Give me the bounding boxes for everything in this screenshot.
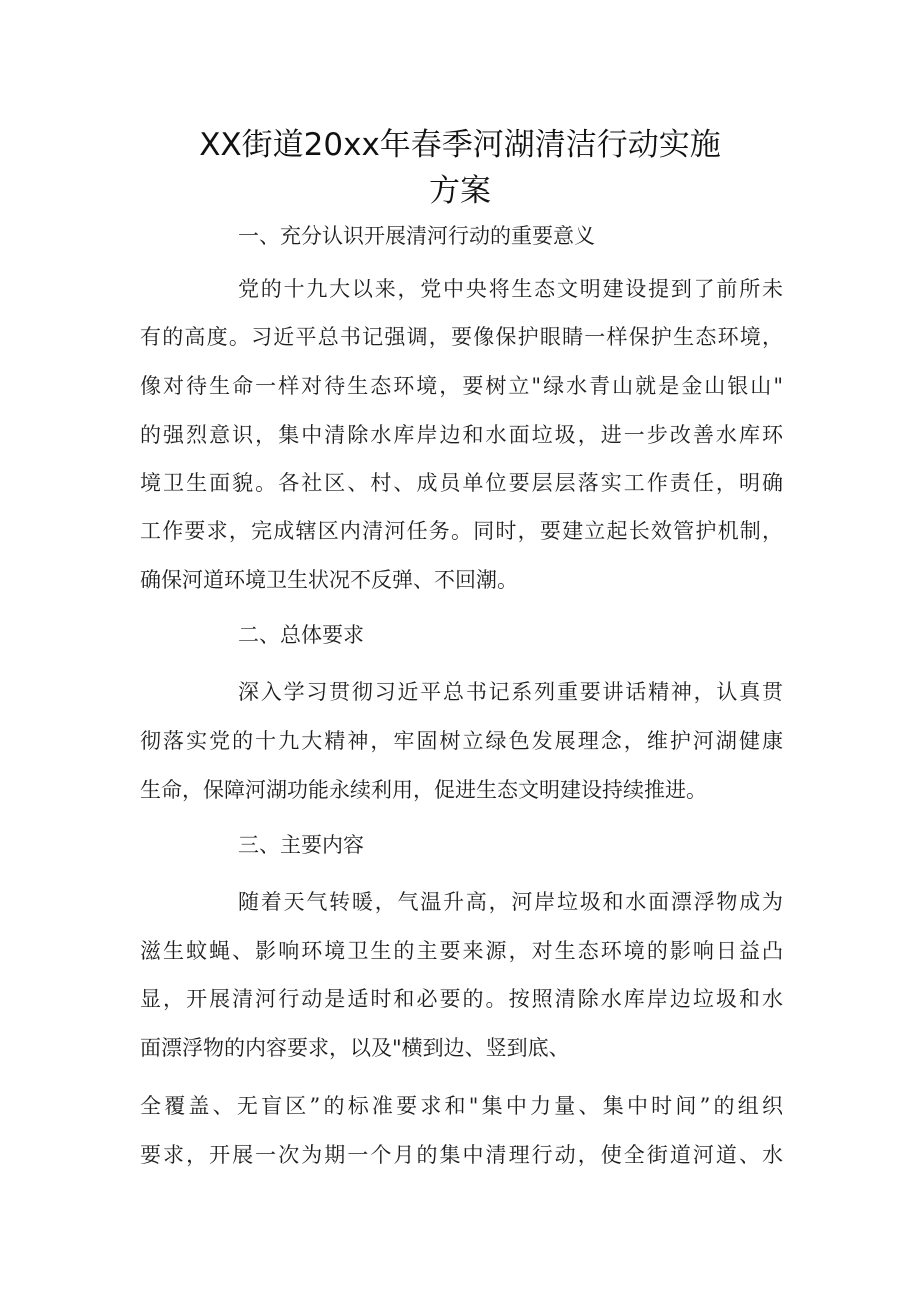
paragraph-line: 确保河道环境卫生状况不反弹、不回潮。 <box>140 568 518 592</box>
document-title <box>0 122 920 214</box>
paragraph-line: 党的十九大以来，党中央将生态文明建设提到了前所未 <box>238 277 783 301</box>
paragraph-line: 深入学习贯彻习近平总书记系列重要讲话精神，认真贯 <box>238 680 783 704</box>
section-heading-1: 一、充分认识开展清河行动的重要意义 <box>238 224 595 248</box>
section-heading-3: 三、主要内容 <box>238 833 364 857</box>
paragraph-line: 有的高度。习近平总书记强调，要像保护眼睛一样保护生态环境， <box>140 325 783 349</box>
paragraph-line: 要求，开展一次为期一个月的集中清理行动，使全街道河道、水 <box>140 1143 783 1167</box>
paragraph-line: 境卫生面貌。各社区、村、成员单位要层层落实工作责任，明确 <box>140 471 783 495</box>
paragraph-line: 生命，保障河湖功能永续利用，促进生态文明建设持续推进。 <box>140 778 707 802</box>
paragraph-line: 彻落实党的十九大精神，牢固树立绿色发展理念，维护河湖健康 <box>140 729 783 753</box>
title-line-2: 方案 <box>429 173 491 209</box>
paragraph-line: 全覆盖、无盲区”的标准要求和"集中力量、集中时间”的组织 <box>140 1094 783 1118</box>
title-line-1: XX街道20xx年春季河湖清洁行动实施 <box>199 127 721 163</box>
paragraph-line: 随着天气转暖，气温升高，河岸垃圾和水面漂浮物成为 <box>238 890 783 914</box>
section-heading-2: 二、总体要求 <box>238 623 364 647</box>
paragraph-line: 面漂浮物的内容要求，以及"横到边、竖到底、 <box>140 1036 570 1060</box>
paragraph-line: 显，开展清河行动是适时和必要的。按照清除水库岸边垃圾和水 <box>140 987 783 1011</box>
paragraph-line: 的强烈意识，集中清除水库岸边和水面垃圾，进一步改善水库环 <box>140 423 783 447</box>
paragraph-line: 像对待生命一样对待生态环境，要树立"绿水青山就是金山银山" <box>140 374 783 398</box>
paragraph-line: 滋生蚊蝇、影响环境卫生的主要来源，对生态环境的影响日益凸 <box>140 939 783 963</box>
paragraph-line: 工作要求，完成辖区内清河任务。同时，要建立起长效管护机制， <box>140 519 783 543</box>
